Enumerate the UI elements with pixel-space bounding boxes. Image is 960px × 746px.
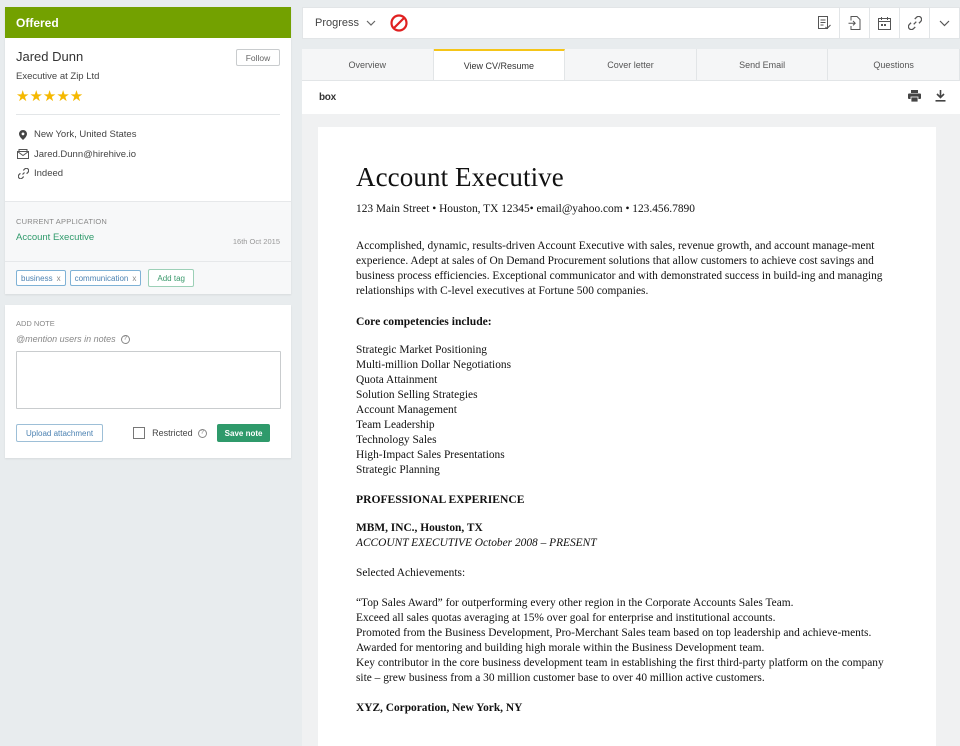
restricted-toggle[interactable]: [133, 427, 207, 439]
competency-item: Account Management: [356, 404, 457, 416]
tag-business[interactable]: [16, 270, 66, 286]
achievement-item: “Top Sales Award” for outperforming every other region in the Corporate Accounts Sales Team.: [356, 597, 794, 609]
competency-item: Strategic Market Positioning: [356, 344, 487, 356]
application-job-link[interactable]: Account Executive: [16, 232, 95, 243]
competencies-heading: Core competencies include:: [356, 315, 492, 328]
mention-hint: [16, 334, 280, 344]
tab-bar: [302, 49, 960, 81]
link-icon: [16, 168, 30, 179]
achievement-item: Promoted from the Business Development, Pro-Merchant Sales team based on top leadership and achieve-ments.: [356, 627, 872, 639]
tag-list: [5, 261, 291, 294]
tab-overview[interactable]: Overview: [302, 49, 434, 80]
tag-label: business: [21, 273, 53, 283]
note-textarea[interactable]: [16, 351, 281, 409]
chevron-down-icon: [366, 18, 376, 28]
box-logo: box: [319, 92, 336, 103]
resume-title: Account Executive: [356, 162, 564, 192]
application-date: 16th Oct 2015: [232, 237, 280, 246]
tab-questions[interactable]: Questions: [828, 49, 960, 80]
tag-label: communication: [74, 273, 129, 283]
progress-dropdown[interactable]: [303, 17, 376, 29]
document-viewer[interactable]: [302, 114, 960, 746]
resume-contact: 123 Main Street • Houston, TX 12345• email@yahoo.com • 123.456.7890: [356, 203, 695, 215]
job-1: [356, 521, 898, 551]
achievement-item: Awarded for mentoring and building high morale within the Business Development team.: [356, 642, 765, 654]
competency-item: Multi-million Dollar Negotiations: [356, 359, 512, 371]
toolbar-icon-group: [809, 8, 959, 38]
note-actions: [16, 424, 280, 442]
calendar-icon[interactable]: [869, 8, 899, 38]
achievements-label: Selected Achievements:: [356, 567, 466, 579]
save-note-button[interactable]: Save note: [217, 424, 271, 442]
candidate-profile: [5, 38, 291, 201]
experience-heading: PROFESSIONAL EXPERIENCE: [356, 493, 525, 506]
competency-item: Technology Sales: [356, 434, 437, 446]
tab-cover-letter[interactable]: Cover letter: [565, 49, 697, 80]
document-toolbar: [302, 81, 960, 114]
document-actions: [908, 89, 946, 107]
achievement-item: Key contributor in the core business development team in establishing the first third-party platform on the company site – grew business from a 30 million customer base to over 40 million active customers.: [356, 657, 884, 684]
achievements-list: [356, 596, 901, 686]
viewer-scrollbar[interactable]: [952, 114, 960, 746]
candidate-location: New York, United States: [34, 129, 137, 141]
location-pin-icon: [16, 130, 30, 140]
candidate-source: Indeed: [34, 168, 64, 180]
chevron-down-icon[interactable]: [929, 8, 959, 38]
job-1-role: ACCOUNT EXECUTIVE October 2008 – PRESENT: [356, 537, 597, 549]
download-icon[interactable]: [935, 89, 946, 107]
help-icon[interactable]: ?: [198, 429, 207, 438]
restricted-checkbox[interactable]: [133, 427, 145, 439]
restricted-label: Restricted: [152, 428, 193, 438]
status-banner: Offered: [5, 7, 291, 38]
candidate-card: [5, 7, 291, 294]
location-row: [16, 125, 280, 145]
competency-item: Strategic Planning: [356, 464, 440, 476]
competency-item: High-Impact Sales Presentations: [356, 449, 505, 461]
review-icon[interactable]: [809, 8, 839, 38]
add-tag-button[interactable]: Add tag: [148, 269, 194, 287]
remove-tag-icon[interactable]: x: [56, 273, 61, 283]
candidate-name: Jared Dunn: [16, 49, 84, 64]
achievement-item: Exceed all sales quotas averaging at 15% over goal for enterprise and institutional accounts.: [356, 612, 776, 624]
tab-view-cv-resume[interactable]: View CV/Resume: [434, 49, 566, 80]
competency-item: Team Leadership: [356, 419, 435, 431]
export-icon[interactable]: [839, 8, 869, 38]
competencies-list: [356, 343, 898, 478]
progress-label: Progress: [315, 17, 360, 29]
current-application-label: CURRENT APPLICATION: [16, 217, 108, 226]
mail-icon: [16, 149, 30, 159]
print-icon[interactable]: [908, 89, 921, 107]
tab-send-email[interactable]: Send Email: [697, 49, 829, 80]
competency-item: Quota Attainment: [356, 374, 438, 386]
competency-item: Solution Selling Strategies: [356, 389, 478, 401]
mention-hint-text: @mention users in notes: [16, 334, 116, 344]
source-row: [16, 164, 280, 184]
tag-communication[interactable]: [70, 270, 142, 286]
add-note-card: [5, 305, 291, 458]
top-toolbar: [302, 7, 960, 39]
reject-icon[interactable]: [390, 14, 408, 32]
job-1-company: MBM, INC., Houston, TX: [356, 522, 483, 534]
help-icon[interactable]: ?: [121, 335, 130, 344]
resume-summary: Accomplished, dynamic, results-driven Account Executive with sales, revenue growth, and account manage-ment experience. Adept at sales of On Demand Procurement solutions that allow customers to achieve cost savings and business process efficiencies. Exceptional communicator and with demonstrated success in build-ing and managing relationships with C-level executives at Fortune 500 companies.: [356, 240, 883, 297]
job-2-company: XYZ, Corporation, New York, NY: [356, 702, 523, 714]
follow-button[interactable]: Follow: [236, 49, 280, 66]
candidate-email[interactable]: Jared.Dunn@hirehive.io: [34, 148, 137, 160]
remove-tag-icon[interactable]: x: [132, 273, 137, 283]
add-note-label: ADD NOTE: [16, 319, 55, 328]
link-icon[interactable]: [899, 8, 929, 38]
upload-attachment-button[interactable]: Upload attachment: [16, 424, 103, 442]
resume-page: [318, 127, 936, 746]
divider: [16, 114, 280, 115]
candidate-title: Executive at Zip Ltd: [16, 71, 100, 82]
current-application: [5, 201, 291, 261]
email-row: [16, 145, 280, 165]
rating-stars[interactable]: ★★★★★: [16, 88, 84, 105]
